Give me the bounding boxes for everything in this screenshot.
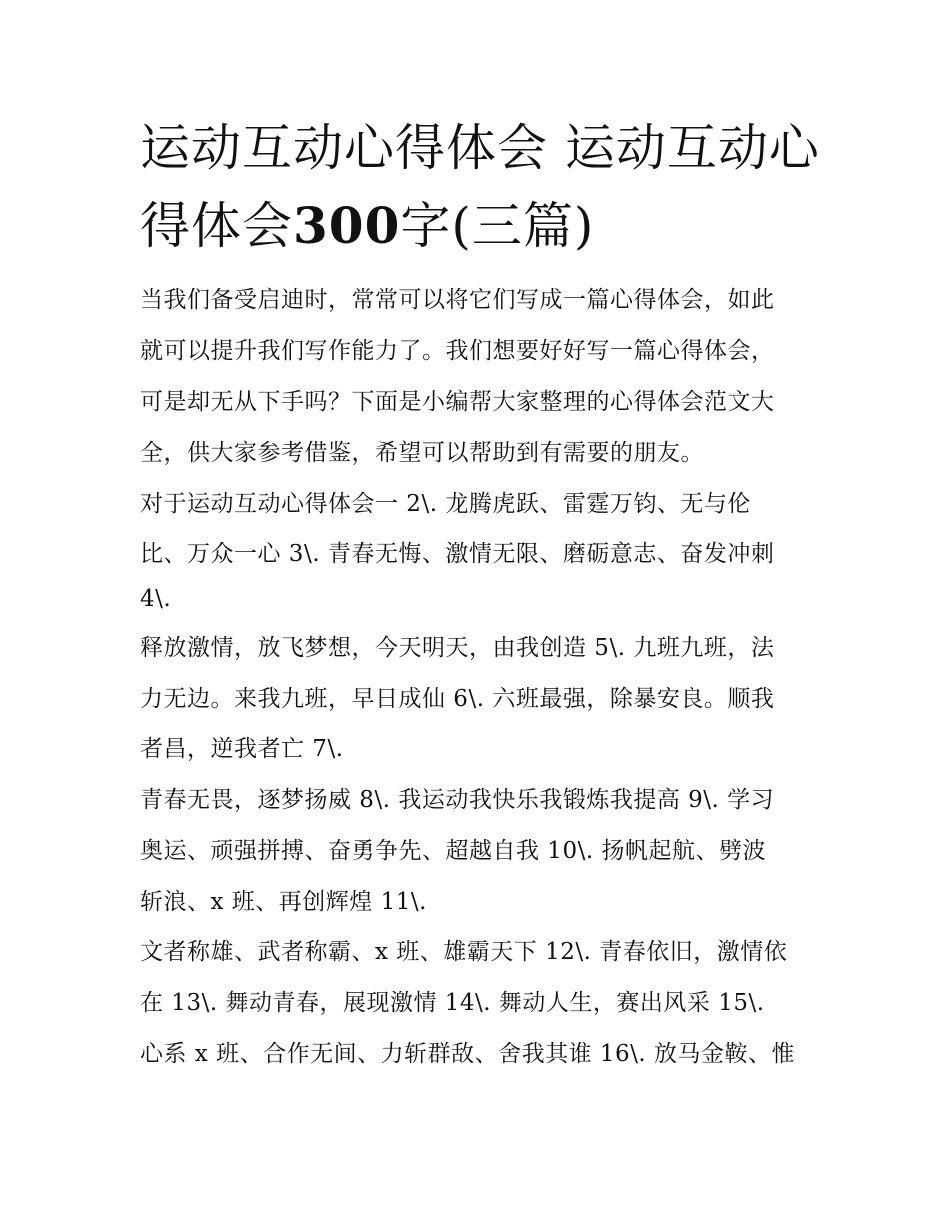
- title-line-1: 运动互动心得体会 运动互动心: [140, 119, 820, 177]
- body-line: 心系 x 班、合作无间、力斩群敌、舍我其谁 16\. 放马金鞍、惟: [140, 1041, 796, 1067]
- body-line: 力无边。来我九班，早日成仙 6\. 六班最强，除暴安良。顺我: [140, 686, 775, 712]
- body-line: 就可以提升我们写作能力了。我们想要好好写一篇心得体会，: [140, 338, 775, 364]
- body-line: 比、万众一心 3\. 青春无悔、激情无限、磨砺意志、奋发冲刺: [140, 541, 775, 567]
- body-line: 青春无畏，逐梦扬威 8\. 我运动我快乐我锻炼我提高 9\. 学习: [140, 787, 775, 813]
- title-text: 得体会: [140, 197, 293, 255]
- body-line: 4\.: [140, 586, 172, 612]
- body-line: 斩浪、x 班、再创辉煌 11\.: [140, 889, 427, 915]
- title-number: 300: [293, 196, 401, 255]
- body-line: 可是却无从下手吗？下面是小编帮大家整理的心得体会范文大: [140, 389, 775, 415]
- body-line: 当我们备受启迪时，常常可以将它们写成一篇心得体会，如此: [140, 287, 775, 313]
- body-line: 全，供大家参考借鉴，希望可以帮助到有需要的朋友。: [140, 440, 704, 466]
- body-line: 奥运、顽强拼搏、奋勇争先、超越自我 10\. 扬帆起航、劈波: [140, 838, 766, 864]
- body-line: 释放激情，放飞梦想，今天明天，由我创造 5\. 九班九班，法: [140, 635, 775, 661]
- body-line: 对于运动互动心得体会一 2\. 龙腾虎跃、雷霆万钧、无与伦: [140, 491, 751, 517]
- title-line-2: [140, 196, 594, 256]
- body-line: 在 13\. 舞动青春，展现激情 14\. 舞动人生，赛出风采 15\.: [140, 990, 765, 1016]
- body-line: 文者称雄、武者称霸、x 班、雄霸天下 12\. 青春依旧，激情依: [140, 939, 788, 965]
- title-text: 字(三篇): [400, 197, 595, 255]
- body-line: 者昌，逆我者亡 7\.: [140, 736, 344, 762]
